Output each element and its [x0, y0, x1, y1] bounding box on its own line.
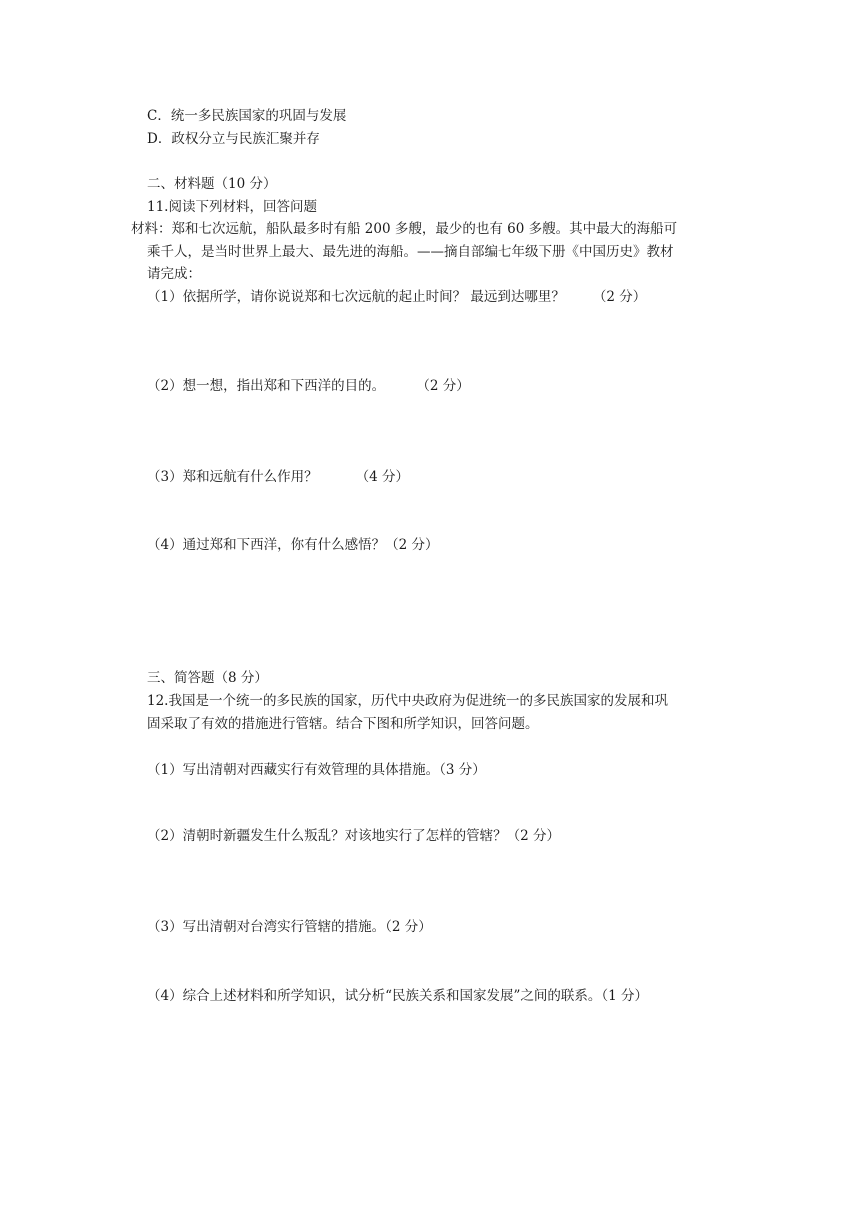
- question-11-stem: 11.阅读下列材料，回答问题: [147, 199, 317, 215]
- question-12-stem-line-1: 12.我国是一个统一的多民族的国家，历代中央政府为促进统一的多民族国家的发展和巩: [147, 693, 668, 709]
- question-12-sub-1: （1）写出清朝对西藏实行有效管理的具体措施。（3 分）: [147, 762, 486, 778]
- question-12-stem-line-2: 固采取了有效的措施进行管辖。结合下图和所学知识，回答问题。: [147, 716, 539, 732]
- sub-question-text: （3）郑和远航有什么作用？: [147, 469, 318, 485]
- question-12-sub-2: （2）清朝时新疆发生什么叛乱？对该地实行了怎样的管辖？（2 分）: [147, 828, 560, 844]
- question-11-sub-2: [147, 376, 470, 396]
- question-12-sub-3: （3）写出清朝对台湾实行管辖的措施。（2 分）: [147, 919, 432, 935]
- question-11-sub-4: （4）通过郑和下西洋，你有什么感悟？（2 分）: [147, 537, 439, 553]
- question-11-instruction: 请完成：: [147, 266, 201, 282]
- question-11-material-line-2: 乘千人，是当时世界上最大、最先进的海船。——摘自部编七年级下册《中国历史》教材: [147, 244, 674, 260]
- option-d: D．政权分立与民族汇聚并存: [147, 131, 320, 147]
- option-c: C．统一多民族国家的巩固与发展: [147, 108, 347, 124]
- question-11-sub-1: [147, 287, 646, 307]
- question-12-sub-4: （4）综合上述材料和所学知识，试分析“民族关系和国家发展”之间的联系。（1 分）: [147, 988, 649, 1004]
- section-3-heading: 三、简答题（8 分）: [147, 670, 268, 686]
- question-11-sub-3: [147, 467, 409, 487]
- question-11-material-line-1: 材料：郑和七次远航，船队最多时有船 200 多艘，最少的也有 60 多艘。其中最大的海船可: [131, 221, 678, 237]
- sub-question-text: （1）依据所学，请你说说郑和七次远航的起止时间？ 最远到达哪里？: [147, 289, 565, 305]
- sub-question-text: （2）想一想，指出郑和下西洋的目的。: [147, 378, 386, 394]
- points-label: （2 分）: [592, 289, 647, 305]
- points-label: （2 分）: [423, 378, 470, 394]
- points-label: （4 分）: [355, 469, 409, 485]
- section-2-heading: 二、材料题（10 分）: [147, 176, 277, 192]
